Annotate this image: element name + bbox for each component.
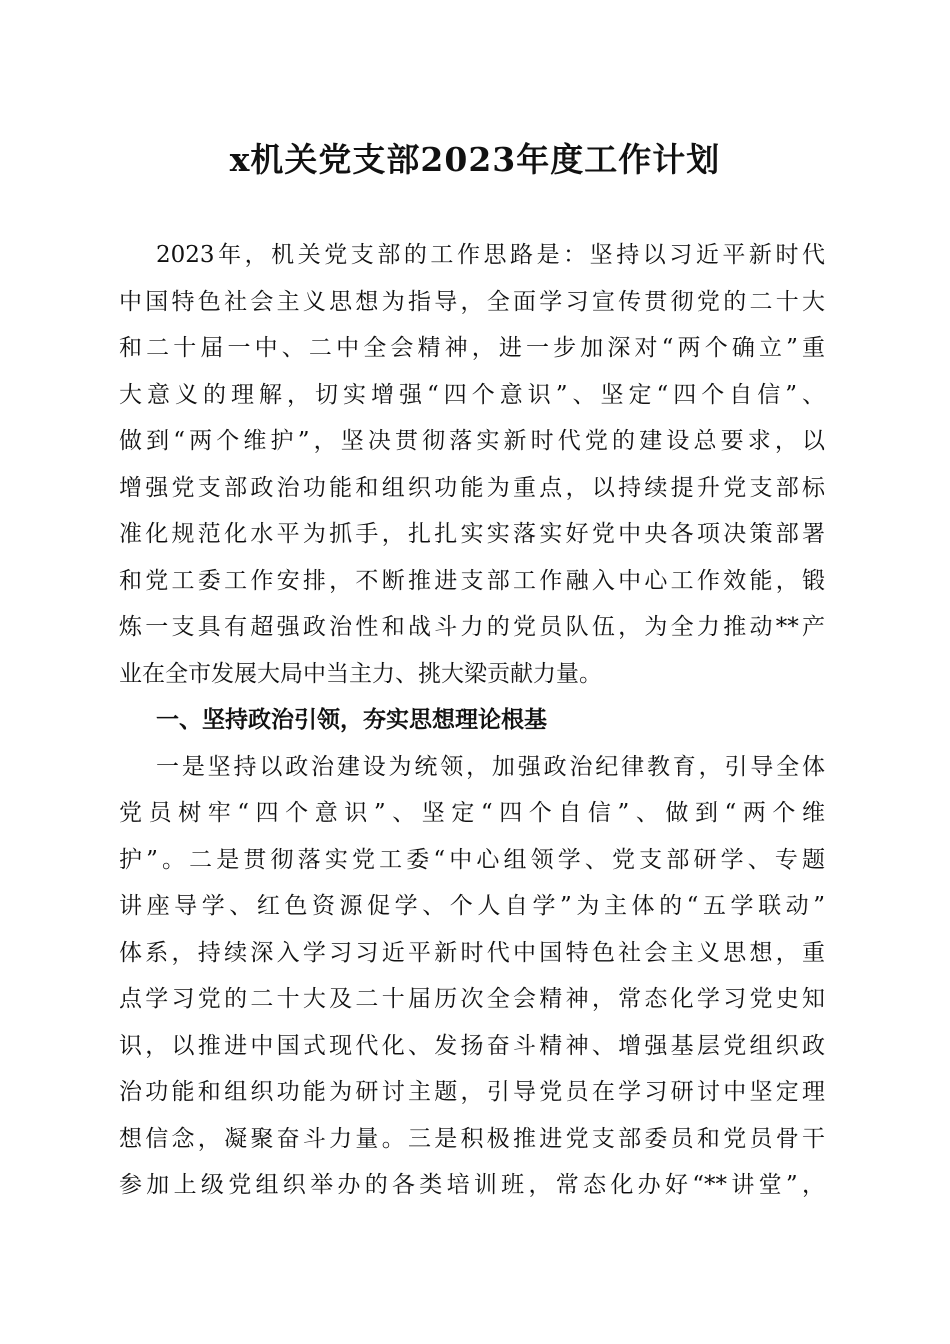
paragraph-section1: [119, 744, 825, 1209]
section-heading: 一、坚持政治引领，夯实思想理论根基: [156, 707, 547, 733]
text-line: 准化规范化水平为抓手，扎扎实实落实好党中央各项决策部署: [119, 521, 825, 547]
text-line: 做到“两个维护”，坚决贯彻落实新时代党的建设总要求，以: [119, 428, 825, 454]
text-line: 想信念，凝聚奋斗力量。三是积极推进党支部委员和党员骨干: [119, 1125, 825, 1152]
text-line: 和党工委工作安排，不断推进支部工作融入中心工作效能，锻: [119, 567, 825, 594]
text-line: 点学习党的二十大及二十届历次全会精神，常态化学习党史知: [119, 986, 825, 1012]
document-title: x机关党支部2023年度工作计划: [229, 140, 721, 179]
text-line: 中国特色社会主义思想为指导，全面学习宣传贯彻党的二十大: [119, 288, 825, 315]
document-body: [119, 232, 825, 1209]
text-line: 治功能和组织功能为研讨主题，引导党员在学习研讨中坚定理: [119, 1079, 825, 1105]
text-line: 参加上级党组织举办的各类培训班，常态化办好“**讲堂”，: [119, 1172, 825, 1198]
text-line: 体系，持续深入学习习近平新时代中国特色社会主义思想，重: [119, 939, 825, 966]
text-line: 一是坚持以政治建设为统领，加强政治纪律教育，引导全体: [156, 753, 825, 780]
paragraph-intro: [119, 232, 825, 697]
text-line: 识，以推进中国式现代化、发扬奋斗精神、增强基层党组织政: [119, 1032, 825, 1059]
text-line: 讲座导学、红色资源促学、个人自学”为主体的“五学联动”: [119, 893, 825, 919]
text-line: 2023年，机关党支部的工作思路是：坚持以习近平新时代: [156, 242, 825, 268]
text-line: 大意义的理解，切实增强“四个意识”、坚定“四个自信”、: [119, 381, 825, 408]
text-line: 党员树牢“四个意识”、坚定“四个自信”、做到“两个维: [119, 800, 825, 826]
text-line: 增强党支部政治功能和组织功能为重点，以持续提升党支部标: [119, 474, 825, 501]
text-line: 护”。二是贯彻落实党工委“中心组领学、党支部研学、专题: [119, 846, 825, 873]
text-line: 和二十届一中、二中全会精神，进一步加深对“两个确立”重: [119, 335, 825, 361]
text-line: 炼一支具有超强政治性和战斗力的党员队伍，为全力推动**产: [119, 614, 825, 640]
text-line: 业在全市发展大局中当主力、挑大梁贡献力量。: [119, 660, 602, 687]
